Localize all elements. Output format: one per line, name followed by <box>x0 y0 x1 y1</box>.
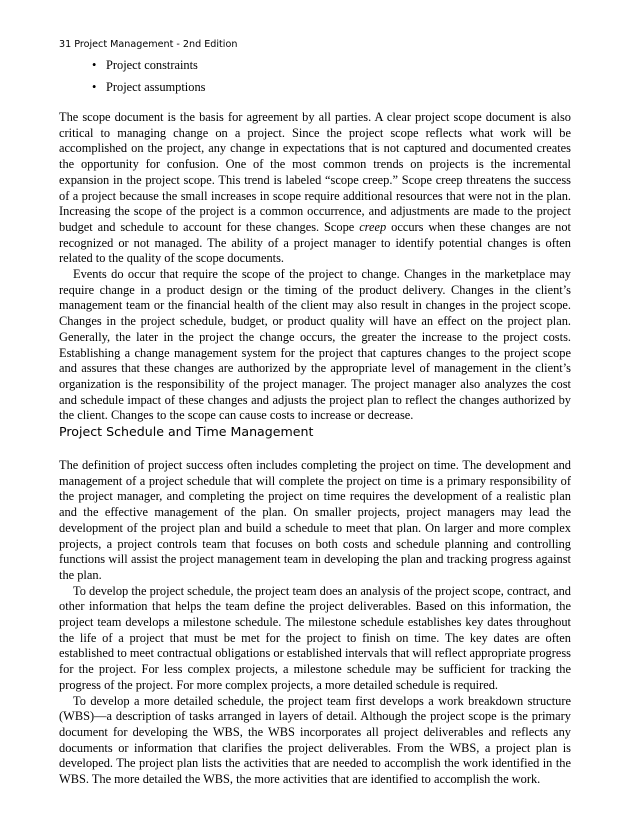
paragraph <box>59 110 571 267</box>
schedule-section-body <box>59 458 571 788</box>
paragraph: To develop a more detailed schedule, the project team first develops a work breakdown structure (WBS)—a description of tasks arranged in layers of detail. Although the project scope is the primary document for developing the WBS, the WBS incorporates all project deliverables and reflects any documents or information that clarifies the project deliverables. From the WBS, a project plan is developed. The project plan lists the activities that are needed to accomplish the work identified in the WBS. The more detailed the WBS, the more activities that are identified to accomplish the work. <box>59 693 571 787</box>
paragraph-text: occurs when these changes are not recognized or not managed. The ability of a project manager to identify potential changes is often related to the quality of the scope documents. <box>59 219 571 266</box>
scope-section-body <box>59 110 571 424</box>
section-heading: Project Schedule and Time Management <box>59 424 314 439</box>
running-header: 31 Project Management - 2nd Edition <box>59 39 238 50</box>
bullet-item: • Project assumptions <box>92 79 205 101</box>
bullet-list <box>92 57 205 101</box>
paragraph-text: The scope document is the basis for agreement by all parties. A clear project scope document is also critical to managing change on a project. Since the project scope reflects what work will be accomplished on the project, any change in expectations that is not captured and documented creates the opportunity for confusion. One of the most common trends on projects is the incremental expansion in the project scope. This trend is labeled “scope creep.” Scope creep threatens the success of a project because the small increases in scope require additional resources that were not in the plan. Increasing the scope of the project is a common occurrence, and adjustments are made to the project budget and schedule to account for these changes. Scope <box>59 110 571 234</box>
emphasis-text: creep <box>359 219 387 234</box>
paragraph: The definition of project success often includes completing the project on time. The development and management of a project schedule that will complete the project on time is a primary responsibility of the project manager, and completing the project on time requires the development of a realistic plan and the effective management of the plan. On smaller projects, project managers may lead the development of the project plan and build a schedule to meet that plan. On larger and more complex projects, a project controls team that focuses on both costs and schedule planning and controlling functions will assist the project management team in developing the plan and tracking progress against the plan. <box>59 458 571 582</box>
bullet-item: • Project constraints <box>92 57 205 79</box>
paragraph: To develop the project schedule, the project team does an analysis of the project scope, contract, and other information that helps the team define the project deliverables. Based on this information, the project team develops a milestone schedule. The milestone schedule establishes key dates throughout the life of a project that must be met for the project to finish on time. The key dates are often established to meet contractual obligations or established intervals that will reflect appropriate progress for the project. For less complex projects, a milestone schedule may be sufficient for tracking the progress of the project. For more complex projects, a more detailed schedule is required. <box>59 583 571 692</box>
paragraph: Events do occur that require the scope of the project to change. Changes in the marketplace may require change in a product design or the timing of the product delivery. Changes in the client’s management team or the financial health of the client may also result in changes in the project scope. Changes in the project schedule, budget, or product quality will have an effect on the project plan. Generally, the later in the project the change occurs, the greater the increase to the project costs. Establishing a change management system for the project that captures changes to the project scope and assures that these changes are authorized by the appropriate level of management in the client’s organization is the responsibility of the project manager. The project manager also analyzes the cost and schedule impact of these changes and adjusts the project plan to reflect the changes authorized by the client. Changes to the scope can cause costs to increase or decrease. <box>59 267 571 423</box>
